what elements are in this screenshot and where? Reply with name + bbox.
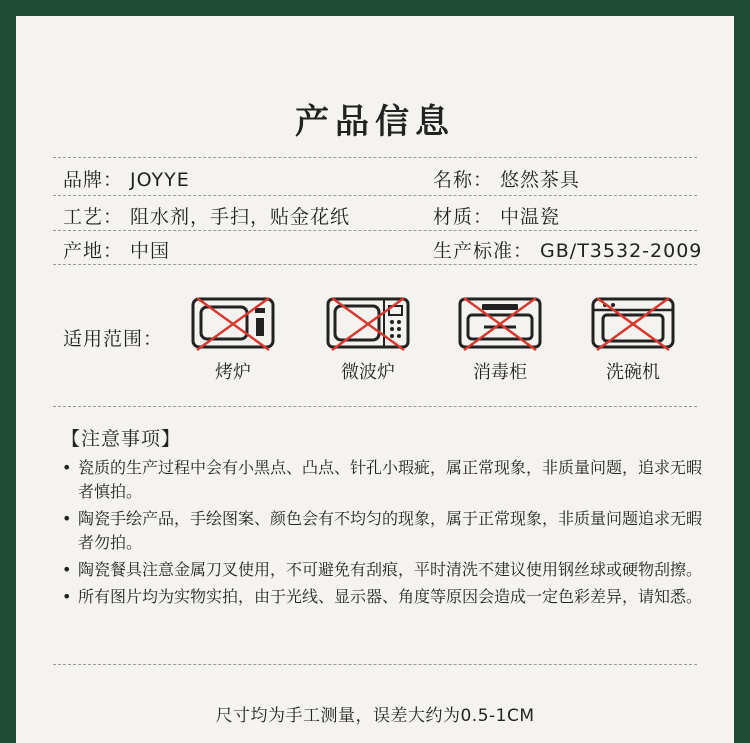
usage-item-label: 微波炉 — [341, 362, 395, 383]
disinfection-cabinet-icon — [458, 296, 542, 352]
divider — [53, 230, 697, 231]
usage-item-label: 烤炉 — [215, 362, 251, 383]
list-item: • 瓷质的生产过程中会有小黑点、凸点、针孔小瑕疵，属正常现象，非质量问题，追求无暇者慎拍。 — [62, 458, 703, 501]
divider — [53, 664, 697, 665]
page-title: 产品信息 — [295, 102, 455, 142]
divider — [53, 406, 697, 407]
name-field: 名称： 悠然茶具 — [433, 169, 581, 191]
usage-item-dishwasher — [583, 296, 683, 384]
measurement-note: 尺寸均为手工测量，误差大约为0.5-1CM — [215, 706, 535, 726]
product-info-card — [16, 16, 734, 743]
usage-item-oven — [183, 296, 283, 384]
list-item: • 陶瓷餐具注意金属刀叉使用，不可避免有刮痕，平时清洗不建议使用钢丝球或硬物刮擦。 — [62, 560, 703, 579]
divider — [53, 195, 697, 196]
standard-field: 生产标准： GB/T3532-2009 — [433, 240, 703, 262]
material-field: 材质： 中温瓷 — [433, 206, 561, 228]
notes-title: 【注意事项】 — [61, 428, 182, 450]
craft-field: 工艺： 阻水剂，手扫，贴金花纸 — [63, 206, 351, 228]
divider — [53, 157, 697, 158]
usage-item-label: 消毒柜 — [473, 362, 527, 383]
divider — [53, 264, 697, 265]
oven-icon — [191, 296, 275, 352]
origin-field: 产地： 中国 — [63, 240, 171, 262]
usage-item-label: 洗碗机 — [606, 362, 660, 383]
microwave-icon — [326, 296, 410, 352]
notes-list — [60, 456, 710, 612]
brand-field: 品牌： JOYYE — [63, 169, 190, 191]
usage-label: 适用范围： — [63, 328, 164, 350]
usage-item-microwave — [318, 296, 418, 384]
list-item: • 陶瓷手绘产品，手绘图案、颜色会有不均匀的现象，属于正常现象，非质量问题追求无暇者勿拍。 — [62, 509, 703, 552]
list-item: • 所有图片均为实物实拍，由于光线、显示器、角度等原因会造成一定色彩差异，请知悉。 — [62, 587, 703, 606]
dishwasher-icon — [591, 296, 675, 352]
usage-item-disinfection-cabinet — [450, 296, 550, 384]
